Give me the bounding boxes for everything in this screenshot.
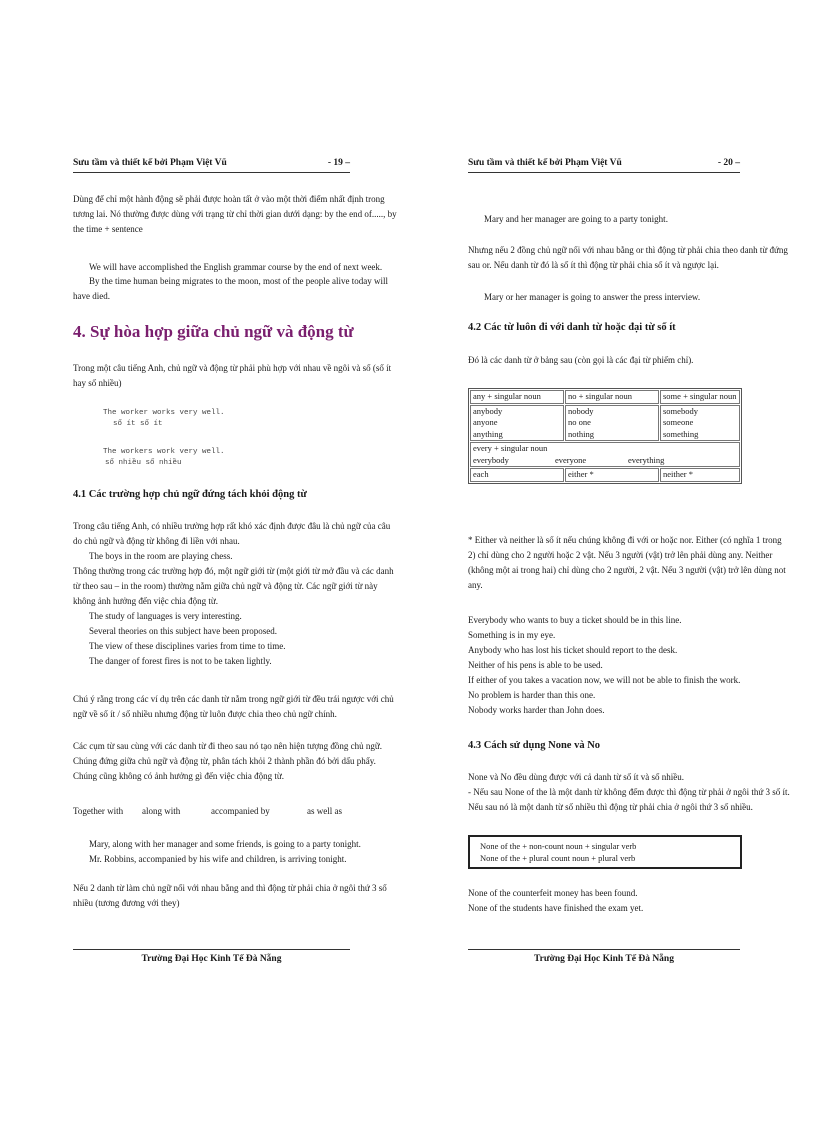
- footnote-line: any.: [468, 580, 483, 590]
- example-sentence: Several theories on this subject have been proposed.: [89, 626, 277, 636]
- page-number: - 20 –: [717, 158, 740, 168]
- example-sentence: Nobody works harder than John does.: [468, 705, 605, 715]
- cell-word: every + singular noun: [473, 443, 548, 453]
- rule-line: None of the + plural count noun + plural verb: [480, 853, 636, 863]
- indefinite-pronoun-table: [468, 388, 742, 484]
- page-footer: Trường Đại Học Kinh Tế Đà Nẵng: [141, 954, 282, 964]
- cell-word: everyone: [555, 454, 587, 465]
- paragraph-line: None và No đều dùng được với cả danh từ số ít và số nhiều.: [468, 772, 684, 782]
- paragraph-line: the time + sentence: [73, 224, 143, 234]
- paragraph-line: Các cụm từ sau cùng với các danh từ đi theo sau nó tạo nên hiện tượng đồng chủ ngữ.: [73, 741, 382, 751]
- header-author: Sưu tầm và thiết kế bởi Phạm Việt Vũ: [468, 158, 622, 168]
- example-sentence: By the time human being migrates to the moon, most of the people alive today will: [89, 276, 388, 286]
- example-sentence: Mary or her manager is going to answer the press interview.: [484, 292, 701, 302]
- paragraph-line: sau or. Nếu danh từ đó là số ít thì động từ phải chia số ít và ngược lại.: [468, 260, 719, 270]
- phrase-item: along with: [142, 806, 181, 816]
- paragraph-line: nhiều (tương đương với they): [73, 898, 180, 908]
- paragraph-line: Chúng cũng không có ảnh hưởng gì đến việc chia động từ.: [73, 771, 284, 781]
- footnote-line: 2) chỉ dùng cho 2 người hoặc 2 vật. Nếu 3 người (vật) trở lên phải dùng any. Neither: [468, 550, 773, 560]
- example-sentence: The study of languages is very interesting.: [89, 611, 242, 621]
- paragraph-line: Thông thường trong các trường hợp đó, một ngữ giới từ (một giới từ mở đầu và các danh: [73, 566, 394, 576]
- table-header-cell: no + singular noun: [565, 390, 659, 404]
- table-cell: either *: [565, 468, 659, 482]
- phrase-item: as well as: [307, 806, 342, 816]
- table-cell-every: [470, 442, 740, 467]
- table-header-cell: some + singular noun: [660, 390, 740, 404]
- table-cell: [660, 405, 740, 442]
- cell-word: nothing: [568, 428, 594, 439]
- paragraph-line: tương lai. Nó thường được dùng với trạng từ chỉ thời gian dưới dạng: by the end of....., by: [73, 209, 397, 219]
- table-cell: [470, 405, 564, 442]
- cell-word: nobody: [568, 405, 594, 416]
- code-example: The workers work very well.: [103, 448, 225, 456]
- cell-word: somebody: [663, 405, 698, 416]
- footer-divider: [73, 949, 350, 950]
- paragraph-line: Dùng để chỉ một hành động sẽ phải được hoàn tất ở vào một thời điểm nhất định trong: [73, 194, 385, 204]
- paragraph-line: Trong một câu tiếng Anh, chủ ngữ và động từ phải phù hợp với nhau về ngôi và số (số ít: [73, 363, 392, 373]
- cell-word: something: [663, 428, 699, 439]
- rule-box: [468, 835, 742, 869]
- example-sentence: The boys in the room are playing chess.: [89, 551, 233, 561]
- table-cell: neither *: [660, 468, 740, 482]
- page-header: [468, 156, 740, 173]
- table-cell: each: [470, 468, 564, 482]
- footnote-line: (không một ai trong hai) chỉ dùng cho 2 người, 2 vật. Nếu 3 người (vật) trở lên dùng not: [468, 565, 786, 575]
- paragraph-line: do chủ ngữ và động từ không đi liền với nhau.: [73, 536, 240, 546]
- paragraph-line: Nhưng nếu 2 đồng chủ ngữ nối với nhau bằng or thì động từ phải chia theo danh từ đứng: [468, 245, 788, 255]
- example-sentence: Mary and her manager are going to a party tonight.: [484, 214, 668, 224]
- paragraph-line: Đó là các danh từ ở bảng sau (còn gọi là các đại từ phiếm chỉ).: [468, 355, 694, 365]
- every-row: [473, 455, 737, 467]
- phrase-item: Together with: [73, 806, 124, 816]
- paragraph-line: Nếu sau nó là một danh từ số nhiều thì động từ phải chia ở ngôi thứ 3 số nhiều.: [468, 802, 753, 812]
- table-header-cell: any + singular noun: [470, 390, 564, 404]
- example-sentence: None of the students have finished the exam yet.: [468, 903, 644, 913]
- cell-word: anybody: [473, 405, 503, 416]
- cell-word: someone: [663, 417, 694, 427]
- paragraph-line: - Nếu sau None of the là một danh từ không đếm được thì động từ phải ở ngôi thứ 3 số ít.: [468, 787, 790, 797]
- code-example: The worker works very well.: [103, 409, 225, 417]
- footnote-line: * Either và neither là số ít nếu chúng không đi với or hoặc nor. Either (có nghĩa 1 trong: [468, 535, 782, 545]
- code-annotation: số ít số ít: [113, 420, 163, 428]
- example-sentence: Mr. Robbins, accompanied by his wife and children, is arriving tonight.: [89, 854, 347, 864]
- example-sentence: Anybody who has lost his ticket should report to the desk.: [468, 645, 678, 655]
- page-number: - 19 –: [327, 158, 350, 168]
- paragraph-line: Trong câu tiếng Anh, có nhiều trường hợp rất khó xác định được đâu là chủ ngữ của câu: [73, 521, 391, 531]
- example-sentence: If either of you takes a vacation now, we will not be able to finish the work.: [468, 675, 741, 685]
- table-cell: [565, 405, 659, 442]
- section-heading: 4. Sự hòa hợp giữa chủ ngữ và động từ: [73, 322, 354, 341]
- footer-divider: [468, 949, 740, 950]
- example-sentence: None of the counterfeit money has been found.: [468, 888, 638, 898]
- code-annotation: số nhiều số nhiều: [105, 459, 182, 467]
- example-sentence: The view of these disciplines varies from time to time.: [89, 641, 286, 651]
- header-author: Sưu tầm và thiết kế bởi Phạm Việt Vũ: [73, 158, 227, 168]
- cell-word: anyone: [473, 417, 498, 427]
- phrase-item: accompanied by: [211, 806, 270, 816]
- cell-word: everything: [628, 454, 665, 465]
- subsection-heading: 4.1 Các trường hợp chủ ngữ đứng tách khỏi động từ: [73, 489, 307, 500]
- paragraph-line: không ảnh hưởng đến việc chia động từ.: [73, 596, 218, 606]
- rule-line: None of the + non-count noun + singular verb: [480, 841, 637, 851]
- example-sentence: Neither of his pens is able to be used.: [468, 660, 603, 670]
- example-sentence: Something is in my eye.: [468, 630, 556, 640]
- paragraph-line: Chúng đứng giữa chủ ngữ và động từ, phân tách khỏi 2 thành phần đó bởi dấu phẩy.: [73, 756, 376, 766]
- example-sentence: No problem is harder than this one.: [468, 690, 596, 700]
- paragraph-line: Chú ý rằng trong các ví dụ trên các danh từ nằm trong ngữ giới từ đều trái ngược với chủ: [73, 694, 394, 704]
- paragraph-line: hay số nhiều): [73, 378, 122, 388]
- page-footer: Trường Đại Học Kinh Tế Đà Nẵng: [534, 954, 674, 964]
- example-sentence: The danger of forest fires is not to be taken lightly.: [89, 656, 272, 666]
- page-header: [73, 156, 350, 173]
- paragraph-line: Nếu 2 danh từ làm chủ ngữ nối với nhau bằng and thì động từ phải chia ở ngôi thứ 3 số: [73, 883, 387, 893]
- example-sentence: have died.: [73, 291, 110, 301]
- cell-word: everybody: [473, 454, 509, 465]
- paragraph-line: từ theo sau – in the room) thường nằm giữa chủ ngữ và động từ. Các ngữ giới từ này: [73, 581, 378, 591]
- paragraph-line: ngữ về số ít / số nhiều nhưng động từ luôn được chia theo chủ ngữ chính.: [73, 709, 337, 719]
- cell-word: no one: [568, 417, 591, 427]
- subsection-heading: 4.3 Cách sử dụng None và No: [468, 740, 601, 751]
- example-sentence: Mary, along with her manager and some friends, is going to a party tonight.: [89, 839, 361, 849]
- subsection-heading: 4.2 Các từ luôn đi với danh từ hoặc đại từ số ít: [468, 322, 676, 333]
- example-sentence: We will have accomplished the English grammar course by the end of next week.: [89, 262, 383, 272]
- cell-word: anything: [473, 428, 503, 439]
- example-sentence: Everybody who wants to buy a ticket should be in this line.: [468, 615, 682, 625]
